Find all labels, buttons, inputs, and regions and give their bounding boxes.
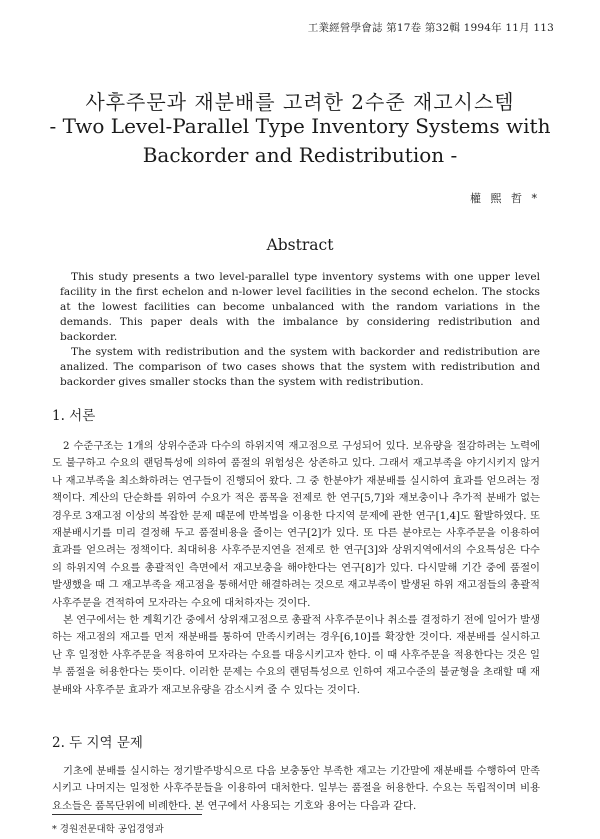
body-paragraph: 2 수준구조는 1개의 상위수준과 다수의 하위지역 재고점으로 구성되어 있다. 보유량을 절감하려는 노력에도 불구하고 수요의 랜덤특성에 의하여 품절의 위험성은 상존하고 있다. 그래서 재고부족을 야기시키지 않거나 재고부족을 최소화하려는 연구들이 진행되어 왔다. 그 중 한분야가 재분배를 실시하여 효과를 얻으려는 정책이다. 계산의 단순화를 위하여 수요가 적은 품목을 전제로 한 연구[5,7]와 재보충이나 추가적 분배가 없는 경우로 3재고점 이상의 복잡한 문제 때문에 반복법을 이용한 다지역 문제에 관한 연구[1,4]도 활발하였다. 또 재분배시기를 미리 결정해 두고 품절비용을 줄이는 연구[2]가 있다. 또 다른 분야로는 사후주문을 이용하여 효과를 얻으려는 정책이다. 최대허용 사후주문지연을 전제로 한 연구[3]와 상위지역에서의 수요특성은 다수의 하위지역 수요를 총괄적인 측면에서 재고보충을 해야한다는 연구[8]가 있다. 다시말해 기간 중에 품절이 발생했을 때 그 재고부족을 재고점을 통해서만 해결하려는 것으로 재고부족이 발생된 하위 재고점들의 총괄적 사후주문을 견적하여 모자라는 수요에 대처하자는 것이다. [52,440,540,609]
title-korean: 사후주문과 재분배를 고려한 2수준 재고시스템 [85,90,515,114]
running-header: 工業經營學會誌 第17卷 第32輯 1994年 11月 113 [307,22,554,34]
abstract-body [60,270,540,390]
section-body-two-region [52,763,540,815]
section-body-introduction [52,438,540,699]
author-affiliation-footnote: * 경원전문대학 공업경영과 [52,824,164,835]
abstract-heading: Abstract [266,236,334,254]
section-heading-two-region: 2. 두 지역 문제 [52,735,143,751]
section-heading-introduction: 1. 서론 [52,408,96,424]
abstract-paragraph: The system with redistribution and the system with backorder and redistribution are analized. The comparison of two cases shows that the system with redistribution and backorder gives smaller stocks than the system with redistribution. [60,346,540,388]
body-paragraph: 기초에 분배를 실시하는 정기발주방식으로 다음 보충동안 부족한 재고는 기간말에 재분배를 수행하여 만족시키고 나머지는 일정한 사후주문들을 이용하여 대처한다. 일부는 품절을 허용한다. 수요는 독립적이며 비용요소들은 품목단위에 비례한다. 본 연구에서 사용되는 기호와 용어는 다음과 같다. [52,765,540,812]
title-english-line2: Backorder and Redistribution - [142,143,458,167]
title-english-line1: - Two Level-Parallel Type Inventory Systems with [49,114,551,138]
footnote-divider [52,814,202,815]
body-paragraph: 본 연구에서는 한 계획기간 중에서 상위재고점으로 총괄적 사후주문이나 취소를 결정하기 전에 일어가 발생하는 재고점의 재고를 먼저 재분배를 통하여 만족시키려는 경우[6,10]를 확장한 것이다. 재분배를 실시하고 난 후 일정한 사후주문을 적용하여 모자라는 수요를 대응시키고자 한다. 이 때 사후주문을 적용한다는 것은 일부 품절을 허용한다는 뜻이다. 이러한 문제는 수요의 랜덤특성으로 인하여 재고수준의 불균형을 초래할 때 재분배와 사후주문 효과가 재고보유량을 감소시켜 줄 수 있다는 것이다. [52,614,540,696]
author-name: 權 熙 哲 * [470,192,540,205]
abstract-paragraph: This study presents a two level-parallel type inventory systems with one upper level facility in the first echelon and n-lower level facilities in the second echelon. The stocks at the lowest facilities can become unbalanced with the random variations in the demands. This paper deals with the imbalance by considering redistribution and backorder. [60,271,540,343]
